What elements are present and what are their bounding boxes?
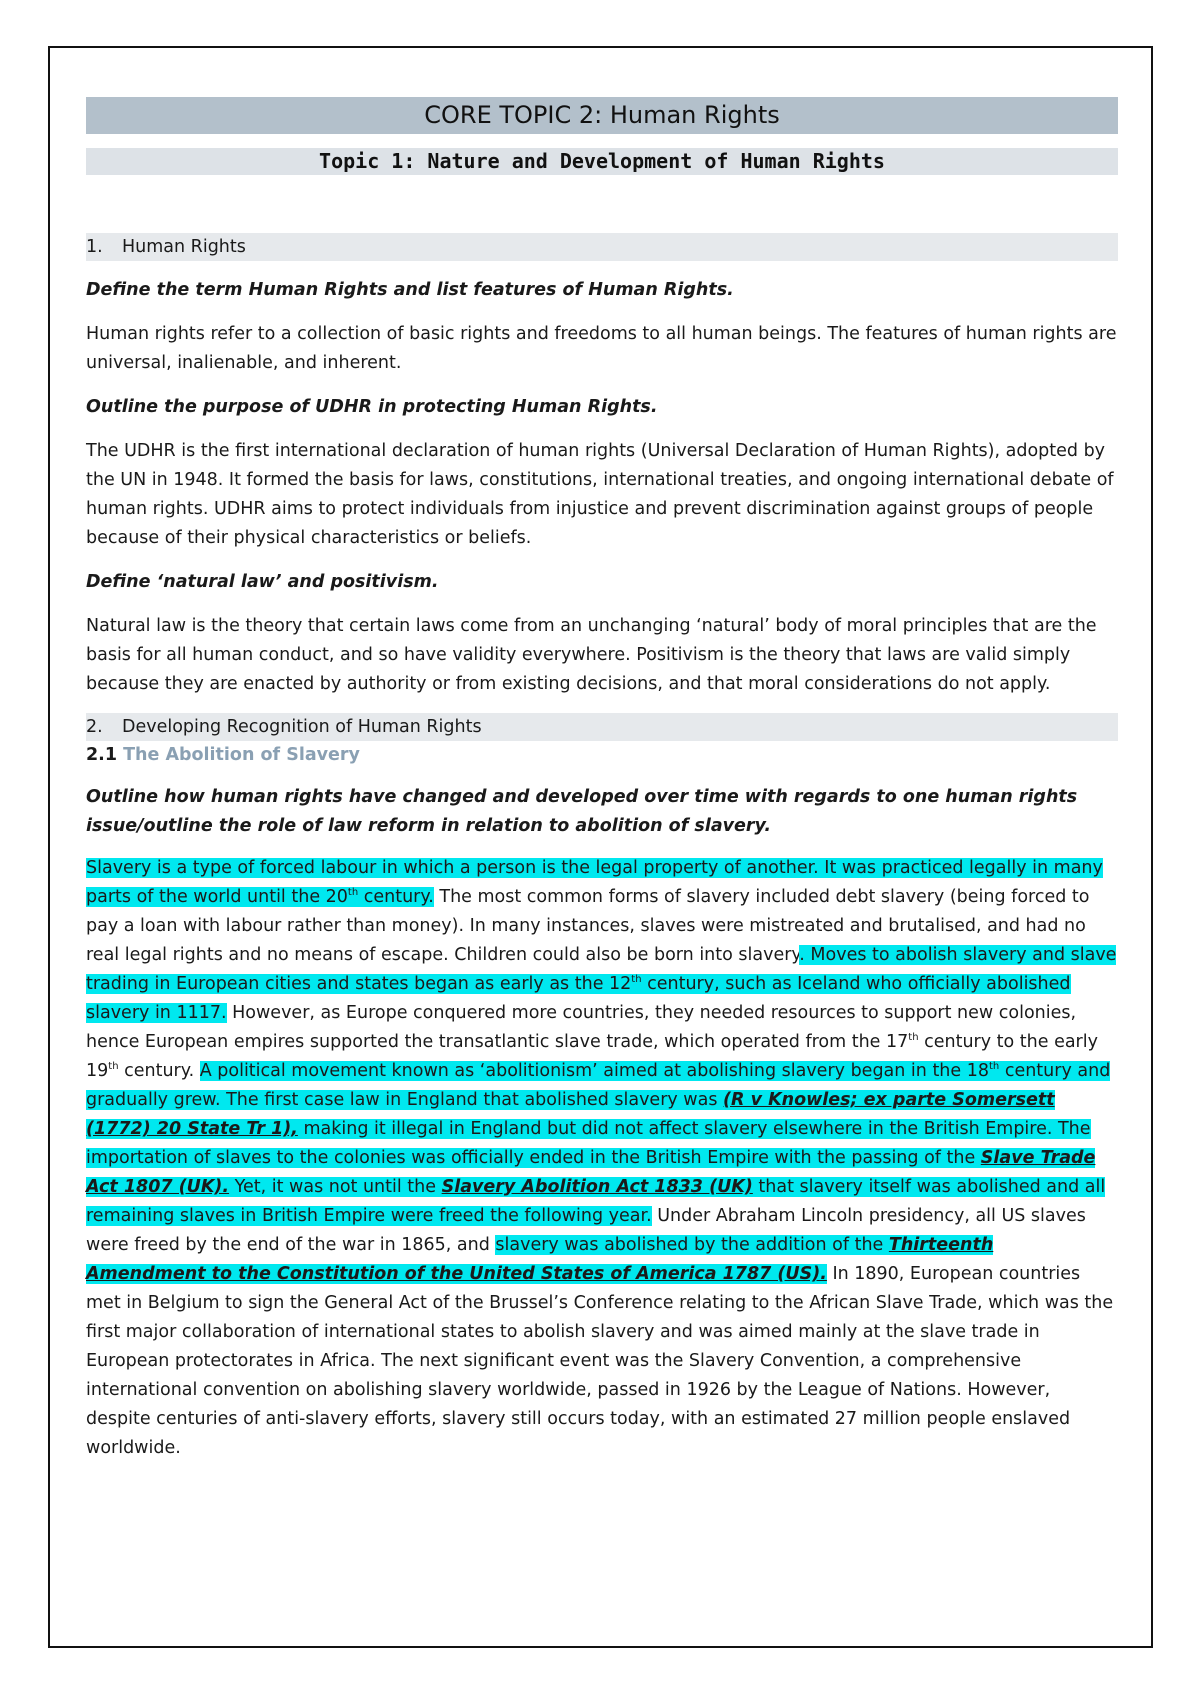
superscript: th	[108, 1061, 119, 1073]
question-slavery-development: Outline how human rights have changed and developed over time with regards to one human rights issue/outline the role of law reform in relation to abolition of slavery.	[86, 787, 1078, 836]
question-define-human-rights: Define the term Human Rights and list features of Human Rights.	[86, 280, 734, 300]
case-citation-slavery-abolition-act: Slavery Abolition Act 1833 (UK)	[441, 1177, 753, 1197]
section-2-title: Developing Recognition of Human Rights	[122, 717, 482, 737]
question-udhr-purpose: Outline the purpose of UDHR in protecting Human Rights.	[86, 397, 658, 417]
case-citation-somersett: (R v Knowles; ex parte Somersett (1772) 20 State Tr 1),	[86, 1090, 1055, 1139]
text-segment: century and gradually grew. The first case law in England that abolished slavery was	[86, 1061, 1111, 1110]
section-1-title: Human Rights	[122, 237, 246, 257]
highlight-abolitionism	[86, 1061, 1110, 1226]
section-1-number: 1.	[86, 237, 103, 257]
text-segment: century.	[118, 1061, 200, 1081]
answer-natural-law: Natural law is the theory that certain laws come from an unchanging ‘natural’ body of moral principles that are the basis for all human conduct, and so have validity everywhere. Positivism is the theory that laws are valid simply because they are enacted by authority or from existing decisions, and that moral considerations do not apply.	[86, 616, 1097, 694]
text-segment: In 1890, European countries met in Belgium to sign the General Act of the Brussel’s Conference relating to the African Slave Trade, which was the first major collaboration of international states to abolish slavery and was aimed mainly at the slave trade in European protectorates in Africa. The next significant event was the Slavery Convention, a comprehensive international convention on abolishing slavery worldwide, passed in 1926 by the League of Nations. However, despite centuries of anti-slavery efforts, slavery still occurs today, with an estimated 27 million people enslaved worldwide.	[86, 1264, 1114, 1458]
text-segment: . Moves to abolish slavery and slave trading in European cities and states began as early as the 12	[86, 945, 1117, 994]
text-segment: Slavery is a type of forced labour in which a person is the legal property of another. It was practiced legally in many parts of the world until the 20	[86, 858, 1103, 907]
section-1-heading	[86, 233, 1118, 261]
text-segment: Under Abraham Lincoln presidency, all US slaves were freed by the end of the war in 1865, and	[86, 1206, 1086, 1255]
subsection-2-1-number: 2.1	[86, 745, 118, 765]
text-segment: that slavery itself was abolished and all remaining slaves in British Empire were freed the following year.	[86, 1177, 1106, 1226]
section-2-number: 2.	[86, 717, 103, 737]
text-segment: century to the early 19	[86, 1032, 1098, 1081]
superscript: th	[989, 1061, 1000, 1073]
text-segment: Yet, it was not until the	[229, 1177, 442, 1197]
text-segment: making it illegal in England but did not affect slavery elsewhere in the British Empire. The importation of slaves to the colonies was officially ended in the British Empire with the passing of the	[86, 1119, 1091, 1168]
superscript: th	[908, 1032, 919, 1044]
answer-udhr-purpose: The UDHR is the first international declaration of human rights (Universal Declaration of Human Rights), adopted by the UN in 1948. It formed the basis for laws, constitutions, international treaties, and ongoing international debate of human rights. UDHR aims to protect individuals from injustice and prevent discrimination against groups of people because of their physical characteristics or beliefs.	[86, 441, 1114, 548]
subsection-2-1-title: The Abolition of Slavery	[123, 745, 360, 765]
case-citation-slave-trade-act: Slave Trade Act 1807 (UK).	[86, 1148, 1096, 1197]
text-segment: However, as Europe conquered more countries, they needed resources to support new colonies, hence European empires supported the transatlantic slave trade, which operated from the 17	[86, 1003, 1077, 1052]
question-natural-law: Define ‘natural law’ and positivism.	[86, 572, 439, 592]
superscript: th	[347, 887, 359, 899]
text-segment: slavery was abolished by the addition of the	[495, 1235, 889, 1255]
superscript: th	[631, 974, 642, 986]
text-segment: century, such as Iceland who officially abolished slavery in 1117.	[86, 974, 1071, 1023]
text-segment: century.	[358, 887, 434, 907]
answer-slavery-development	[86, 854, 1118, 1463]
document-subtitle: Topic 1: Nature and Development of Human Rights	[86, 148, 1118, 175]
answer-define-human-rights: Human rights refer to a collection of basic rights and freedoms to all human beings. The features of human rights are universal, inalienable, and inherent.	[86, 324, 1117, 373]
text-segment: The most common forms of slavery included debt slavery (being forced to pay a loan with labour rather than money). In many instances, slaves were mistreated and brutalised, and had no real legal rights and no means of escape. Children could also be born into slavery	[86, 887, 1090, 965]
case-citation-thirteenth-amendment: Thirteenth Amendment to the Constitution of the United States of America 1787 (US).	[86, 1235, 994, 1284]
text-segment: A political movement known as ‘abolitionism’ aimed at abolishing slavery began in the 18	[199, 1061, 989, 1081]
document-title: CORE TOPIC 2: Human Rights	[86, 97, 1118, 134]
document-body	[86, 97, 1118, 1463]
section-2-heading	[86, 713, 1118, 741]
subsection-2-1-heading	[86, 741, 1118, 770]
